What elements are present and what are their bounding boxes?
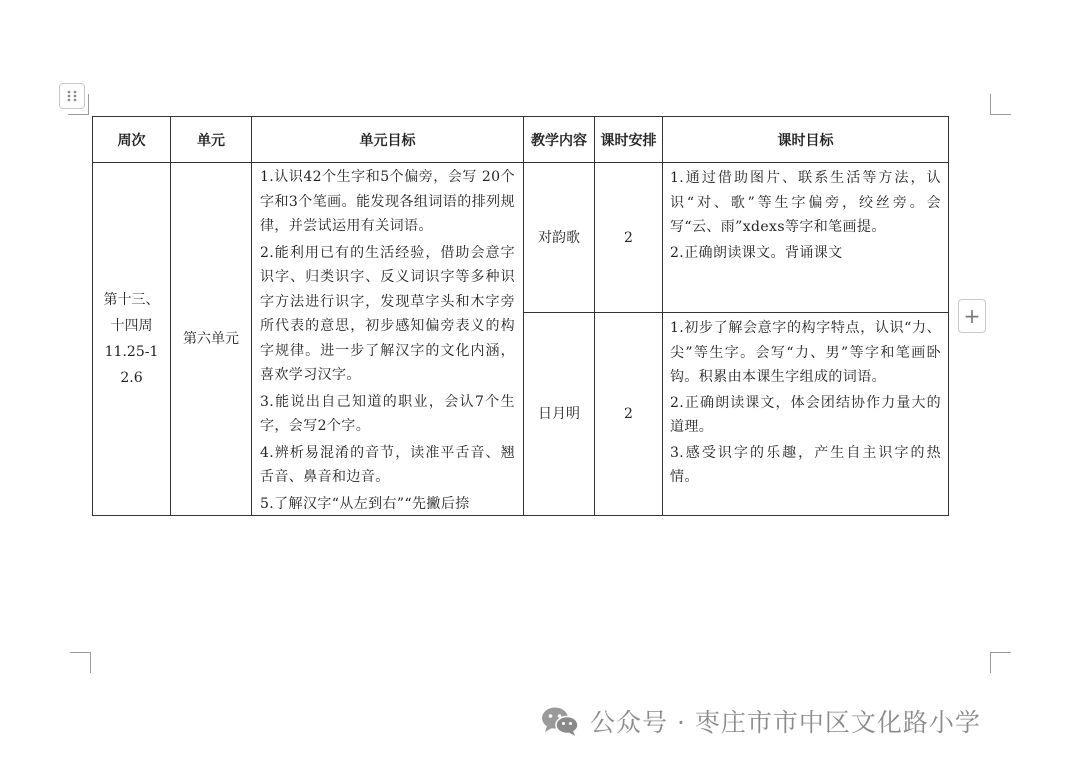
lesson-goals-cell[interactable] (663, 163, 949, 313)
lesson-goal-item: 2.正确朗读课文。背诵课文 (670, 244, 843, 261)
header-lesson-goals: 课时目标 (663, 117, 949, 163)
table-move-handle[interactable] (59, 83, 85, 109)
table-row (93, 163, 949, 313)
watermark (540, 703, 981, 739)
week-line: 第十三、 (103, 292, 160, 308)
page-corner-bottom-left (70, 652, 91, 673)
unit-goal-item: 2.能利用已有的生活经验，借助会意字识字、归类识字、反义词识字等多种识 字方法进行识字，发现草字头和木字旁所代表的意思，初步感知偏旁表义的构 字规律。进一步了解汉字的文化内涵，喜欢学习汉字。 (260, 244, 515, 383)
watermark-text: 公众号 · 枣庄市市中区文化路小学 (590, 708, 981, 737)
week-line: 11.25-1 (104, 344, 159, 360)
lesson-goals-cell[interactable] (663, 313, 949, 516)
lesson-goal-item: 3.感受识字的乐趣，产生自主识字的热情。 (670, 444, 941, 486)
header-unit: 单元 (171, 117, 252, 163)
lesson-content-cell[interactable]: 对韵歌 (524, 163, 595, 313)
add-column-button[interactable] (958, 299, 986, 333)
page-corner-bottom-right (990, 652, 1011, 673)
header-hours: 课时安排 (595, 117, 663, 163)
unit-goal-item: 3.能说出自己知道的职业，会认7个生字，会写2个字。 (260, 393, 515, 434)
header-week: 周次 (93, 117, 171, 163)
lesson-goal-item: 1.初步了解会意字的构字特点，认识“力、尖”等生字。会写“力、男”等字和笔画卧钩。积累由本课生字组成的词语。 (670, 320, 941, 386)
header-content: 教学内容 (524, 117, 595, 163)
unit-goal-item: 5.了解汉字“从左到右”“先撇后捺 (260, 495, 470, 512)
lesson-goal-item: 1.通过借助图片、联系生活等方法，认识“对、歌”等生字偏旁，绞丝旁。会写“云、雨”xdexs等字和笔画提。 (670, 170, 941, 235)
teaching-plan-table (92, 116, 949, 516)
wechat-icon (540, 705, 580, 737)
unit-goal-item: 1.认识42个生字和5个偏旁，会写 20个字和3个笔画。能发现各组词语的排列规律，并尝试运用有关词语。 (260, 169, 515, 234)
drag-handle-icon (66, 89, 78, 103)
week-line: 2.6 (120, 370, 143, 386)
page-corner-top-right (990, 94, 1011, 115)
unit-goals-cell[interactable] (252, 163, 524, 516)
lesson-goal-item: 2.正确朗读课文，体会团结协作力量大的道理。 (670, 394, 941, 436)
week-cell[interactable] (93, 163, 171, 516)
lesson-content-cell[interactable]: 日月明 (524, 313, 595, 516)
lesson-hours-cell[interactable]: 2 (595, 313, 663, 516)
lesson-hours-cell[interactable]: 2 (595, 163, 663, 313)
week-line: 十四周 (110, 318, 153, 334)
unit-goal-item: 4.辨析易混淆的音节，读准平舌音、翘舌音、鼻音和边音。 (260, 444, 515, 485)
header-unit-goals: 单元目标 (252, 117, 524, 163)
table-header-row (93, 117, 949, 163)
plus-icon: + (963, 304, 981, 328)
unit-cell[interactable]: 第六单元 (171, 163, 252, 516)
